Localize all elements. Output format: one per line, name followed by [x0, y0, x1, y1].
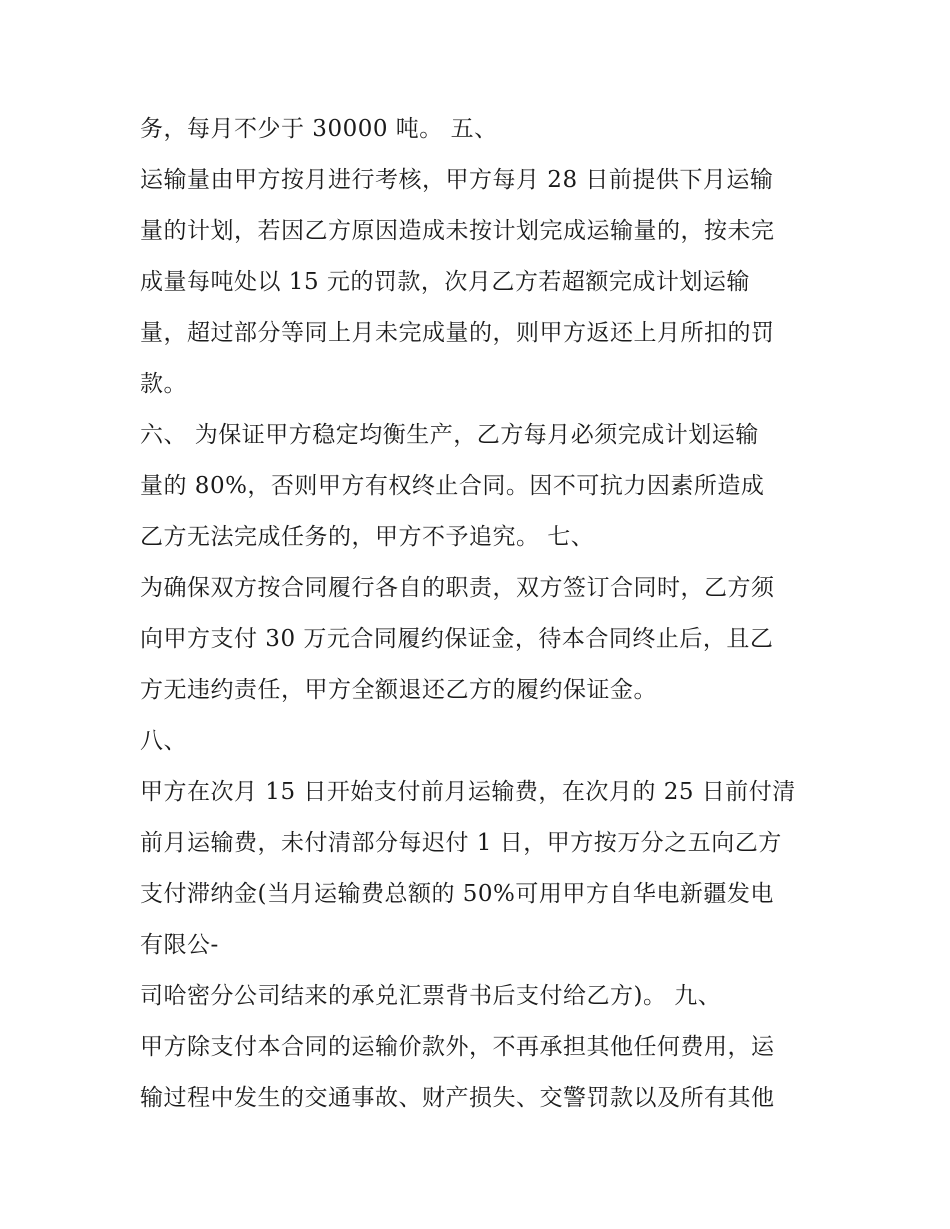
text-line: 为确保双方按合同履行各自的职责，双方签订合同时，乙方须 — [140, 575, 775, 601]
text-line: 前月运输费，未付清部分每迟付 1 日，甲方按万分之五向乙方 — [140, 830, 782, 856]
text-line: 成量每吨处以 15 元的罚款，次月乙方若超额完成计划运输 — [140, 269, 750, 295]
text-line: 司哈密分公司结来的承兑汇票背书后支付给乙方)。 九、 — [140, 983, 722, 1009]
contract-text — [140, 104, 830, 1124]
text-line: 量的计划，若因乙方原因造成未按计划完成运输量的，按未完 — [140, 218, 775, 244]
text-line: 款。 — [140, 371, 187, 397]
text-line: 甲方在次月 15 日开始支付前月运输费，在次月的 25 日前付清 — [140, 779, 796, 805]
text-line: 方无违约责任，甲方全额退还乙方的履约保证金。 — [140, 677, 657, 703]
text-line: 向甲方支付 30 万元合同履约保证金，待本合同终止后，且乙 — [140, 626, 774, 652]
text-line: 运输量由甲方按月进行考核，甲方每月 28 日前提供下月运输 — [140, 167, 774, 193]
text-line: 六、 为保证甲方稳定均衡生产，乙方每月必须完成计划运输 — [140, 422, 759, 448]
text-line: 输过程中发生的交通事故、财产损失、交警罚款以及所有其他 — [140, 1085, 775, 1111]
text-line: 量，超过部分等同上月未完成量的，则甲方返还上月所扣的罚 — [140, 320, 775, 346]
text-line: 八、 — [140, 728, 187, 754]
text-line: 支付滞纳金(当月运输费总额的 50%可用甲方自华电新疆发电 — [140, 881, 774, 907]
text-line: 量的 80%，否则甲方有权终止合同。因不可抗力因素所造成 — [140, 473, 765, 499]
text-line: 务，每月不少于 30000 吨。 五、 — [140, 116, 498, 142]
text-line: 有限公- — [140, 932, 219, 958]
text-line: 乙方无法完成任务的，甲方不予追究。 七、 — [140, 524, 595, 550]
text-line: 甲方除支付本合同的运输价款外，不再承担其他任何费用，运 — [140, 1034, 775, 1060]
